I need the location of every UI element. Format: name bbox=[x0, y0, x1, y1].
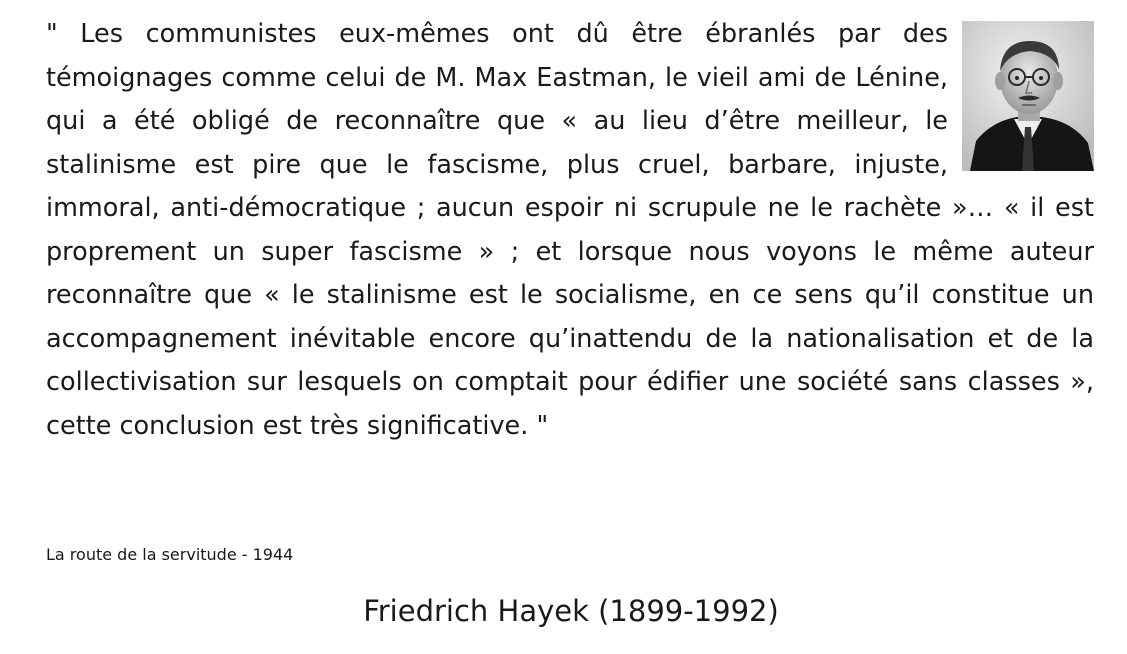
quote-text: " Les communistes eux-mêmes ont dû être ébranlés par des témoignages comme celui de M. Max Eastman, le vieil ami de Lénine, qui a été obligé de reconnaître que « au lieu d’être meilleur, le stalinisme est pire que le fascisme, plus cruel, barbare, injuste, immoral, anti-démocratique ; aucun espoir ni scrupule ne le rachète »… « il est proprement un super fascisme » ; et lorsque nous voyons le même auteur reconnaître que « le stalinisme est le socialisme, en ce sens qu’il constitue un accompagnement inévitable encore qu’inattendu de la nationalisation et de la collectivisation sur lesquels on comptait pour édifier une société sans classes », cette conclusion est très significative. " bbox=[46, 19, 1094, 441]
author-portrait bbox=[962, 21, 1094, 171]
source-citation: La route de la servitude - 1944 bbox=[46, 545, 294, 564]
portrait-image bbox=[962, 21, 1094, 171]
quote-block bbox=[46, 13, 1094, 448]
author-name: Friedrich Hayek (1899-1992) bbox=[363, 594, 779, 628]
